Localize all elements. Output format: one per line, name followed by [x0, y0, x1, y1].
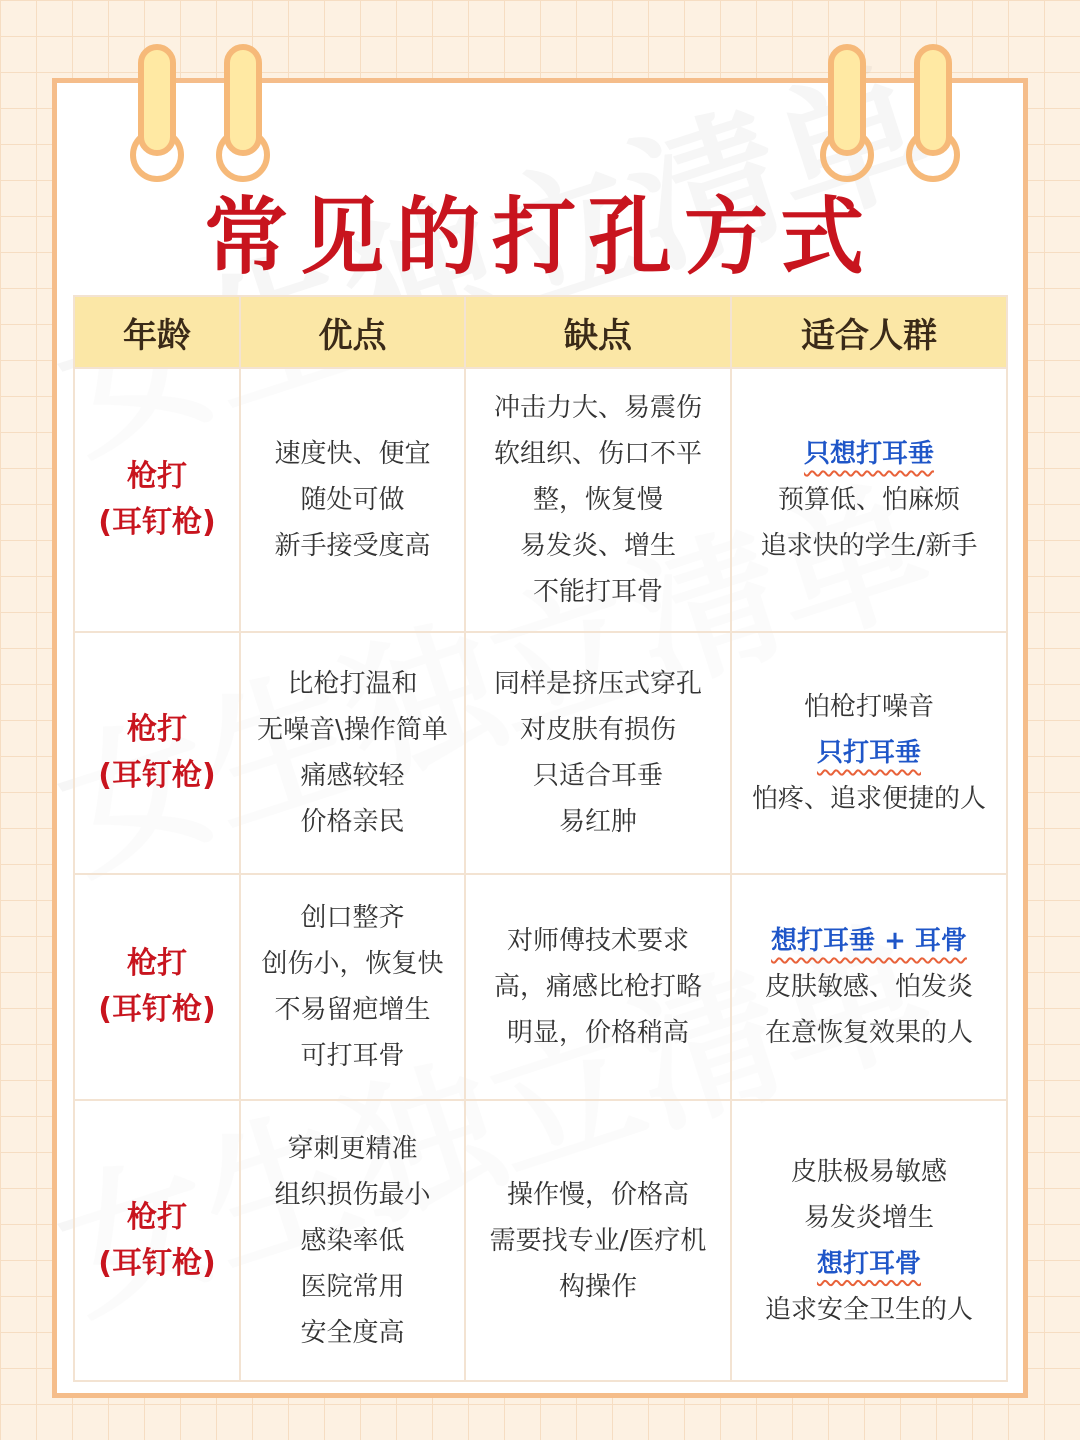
cons-cell: 操作慢，价格高 需要找专业/医疗机 构操作 [465, 1100, 731, 1381]
pros-cell: 穿刺更精准 组织损伤最小 感染率低 医院常用 安全度高 [240, 1100, 465, 1381]
cons-cell: 同样是挤压式穿孔 对皮肤有损伤 只适合耳垂 易红肿 [465, 632, 731, 874]
age-cell: 枪打 (耳钉枪) [74, 874, 240, 1100]
fit-cell: 想打耳垂 + 耳骨 皮肤敏感、怕发炎 在意恢复效果的人 [731, 874, 1007, 1100]
highlight-text: 想打耳骨 [816, 1248, 921, 1279]
table-row [74, 632, 1007, 874]
age-cell: 枪打 (耳钉枪) [74, 632, 240, 874]
highlight-text: 只想打耳垂 [803, 439, 934, 469]
header-pros: 优点 [240, 296, 465, 368]
table-row [74, 1100, 1007, 1381]
pros-cell: 速度快、便宜 随处可做 新手接受度高 [240, 368, 465, 632]
fit-cell: 怕枪打噪音 只打耳垂 怕疼、追求便捷的人 [731, 632, 1007, 874]
header-fit: 适合人群 [731, 296, 1007, 368]
page-title: 常见的打孔方式 [203, 188, 876, 286]
fit-cell: 只想打耳垂 预算低、怕麻烦 追求快的学生/新手 [731, 368, 1007, 632]
age-cell: 枪打 (耳钉枪) [74, 1100, 240, 1381]
cons-cell: 对师傅技术要求 高，痛感比枪打略 明显，价格稍高 [465, 874, 731, 1100]
highlight-text: 只打耳垂 [816, 738, 921, 768]
cons-cell: 冲击力大、易震伤 软组织、伤口不平 整，恢复慢 易发炎、增生 不能打耳骨 [465, 368, 731, 632]
fit-cell: 皮肤极易敏感 易发炎增生 想打耳骨 追求安全卫生的人 [731, 1100, 1007, 1381]
pros-cell: 创口整齐 创伤小，恢复快 不易留疤增生 可打耳骨 [240, 874, 465, 1100]
pros-cell: 比枪打温和 无噪音\操作简单 痛感较轻 价格亲民 [240, 632, 465, 874]
header-age: 年龄 [74, 296, 240, 368]
table-row [74, 368, 1007, 632]
highlight-text: 想打耳垂 + 耳骨 [771, 926, 967, 956]
comparison-table [73, 295, 1008, 1382]
header-cons: 缺点 [465, 296, 731, 368]
table-header-row [74, 296, 1007, 368]
age-cell: 枪打 (耳钉枪) [74, 368, 240, 632]
table-row [74, 874, 1007, 1100]
